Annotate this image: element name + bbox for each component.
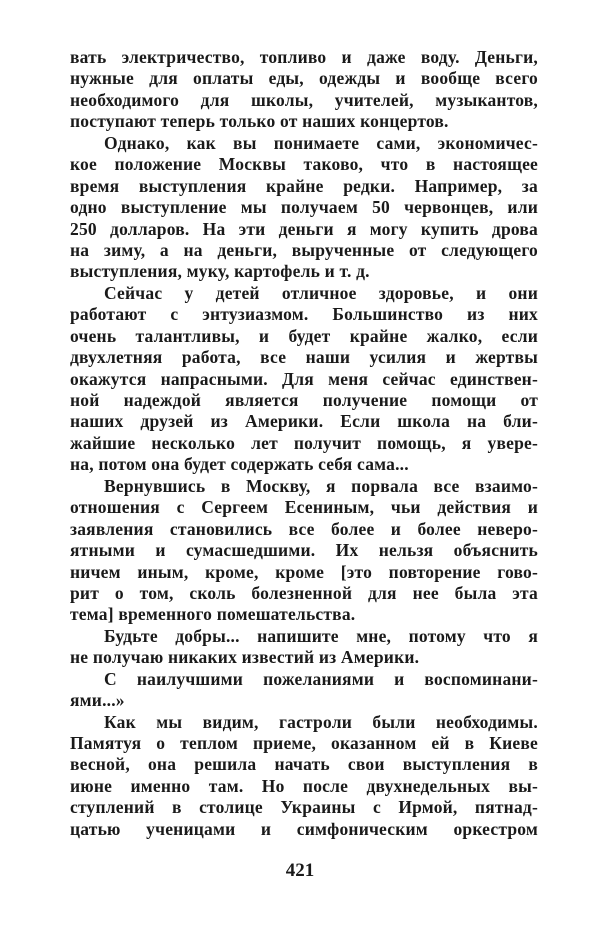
paragraph: [70, 476, 538, 626]
text-line: весной, она решила начать свои выступления в: [70, 754, 538, 775]
page-body: [70, 47, 538, 840]
text-line: время выступления крайне редки. Например, за: [70, 175, 538, 196]
text-line: Как мы видим, гастроли были необходимы.: [104, 711, 538, 732]
text-line: одно выступление мы получаем 50 червонцев, или: [70, 197, 538, 218]
paragraph: [70, 712, 538, 841]
text-line: очень талантливы, и будет крайне жалко, если: [70, 325, 538, 346]
text-line: ятными и сумасшедшими. Их нельзя объяснить: [70, 540, 538, 561]
text-line: заявления становились все более и более неверо-: [70, 518, 538, 539]
text-line: нужные для оплаты еды, одежды и вообще всего: [70, 68, 538, 89]
text-line: вать электричество, топливо и даже воду. Деньги,: [70, 47, 538, 67]
text-line: С наилучшими пожеланиями и воспоминани-: [104, 668, 538, 689]
text-line: рит о том, сколь болезненной для нее была эта: [70, 582, 538, 603]
text-line: жайшие несколько лет получит помощь, я увере-: [70, 432, 538, 453]
text-line: кое положение Москвы таково, что в настоящее: [70, 154, 538, 175]
text-line: отношения с Сергеем Есениным, чьи действия и: [70, 497, 538, 518]
text-line: на зиму, а на деньги, вырученные от следующего: [70, 239, 538, 260]
paragraph: [70, 669, 538, 712]
page-number: 421: [285, 860, 315, 881]
text-line: ступлений в столице Украины с Ирмой, пятнад-: [70, 797, 538, 818]
text-line: окажутся напрасными. Для меня сейчас единствен-: [70, 368, 538, 389]
text-line: июне именно там. Но после двухнедельных вы-: [70, 775, 538, 796]
text-line: поступают теперь только от наших концертов.: [70, 111, 449, 132]
paragraph: [70, 47, 538, 133]
text-line: ями...»: [70, 690, 125, 711]
text-line: ной надеждой является получение помощи от: [70, 390, 538, 410]
paragraph: [70, 283, 538, 476]
text-line: на, потом она будет содержать себя сама...: [70, 454, 409, 475]
text-line: не получаю никаких известий из Америки.: [70, 647, 420, 668]
text-line: наших друзей из Америки. Если школа на бли-: [70, 411, 538, 432]
text-line: 250 долларов. На эти деньги я могу купить дрова: [70, 218, 538, 239]
text-line: работают с энтузиазмом. Большинство из них: [70, 304, 538, 325]
text-line: необходимого для школы, учителей, музыкантов,: [70, 89, 538, 110]
text-line: Сейчас у детей отличное здоровье, и они: [104, 282, 538, 303]
text-line: двухлетняя работа, все наши усилия и жертвы: [70, 347, 538, 368]
text-line: Однако, как вы понимаете сами, экономичес-: [104, 132, 538, 153]
paragraph: [70, 626, 538, 669]
text-line: ничем иным, кроме, кроме [это повторение гово-: [70, 561, 538, 582]
paragraph: [70, 133, 538, 283]
text-line: Вернувшись в Москву, я порвала все взаимо-: [104, 475, 538, 496]
text-line: Будьте добры... напишите мне, потому что я: [104, 625, 538, 646]
text-line: выступления, муку, картофель и т. д.: [70, 261, 370, 282]
text-line: Памятуя о теплом приеме, оказанном ей в Киеве: [70, 733, 538, 753]
text-line: тема] временного помешательства.: [70, 604, 356, 625]
text-line: цатью ученицами и симфоническим оркестром: [70, 818, 538, 839]
